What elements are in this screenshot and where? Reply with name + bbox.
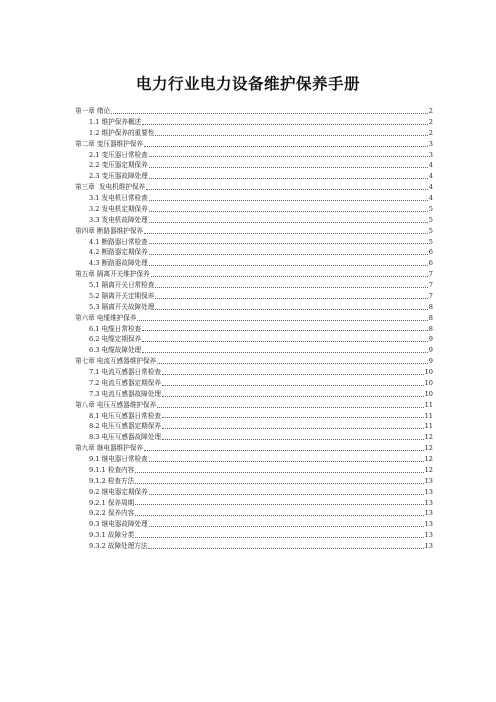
toc-section-entry[interactable]	[75, 454, 433, 465]
toc-page-number: 9	[428, 346, 433, 355]
toc-dot-leader	[142, 124, 428, 125]
toc-dot-leader	[149, 461, 424, 462]
toc-section-entry[interactable]	[75, 291, 433, 302]
toc-section-entry[interactable]	[75, 193, 433, 204]
toc-entry-text: 第六章 电缆维护保养	[75, 313, 137, 322]
toc-entry-text: 第九章 继电器维护保养	[75, 444, 144, 453]
toc-section-entry[interactable]	[75, 302, 433, 313]
toc-entry-text: 第二章 变压器维护保养	[75, 139, 144, 148]
toc-dot-leader	[135, 537, 423, 538]
toc-page-number: 10	[424, 368, 433, 376]
toc-dot-leader	[144, 450, 424, 451]
toc-entry-text: 8.2 电压互感器定期保养	[89, 422, 161, 431]
table-of-contents	[75, 106, 433, 552]
toc-page-number: 8	[428, 313, 433, 322]
toc-entry-text: 9.1.2 检查方法	[89, 476, 135, 485]
toc-page-number: 8	[428, 324, 433, 333]
document-title: 电力行业电力设备维护保养手册	[135, 75, 360, 93]
toc-entry-text: 第四章 断路器维护保养	[75, 226, 144, 235]
toc-entry-text: 9.1 继电器日常检查	[89, 455, 148, 463]
toc-dot-leader	[149, 211, 428, 212]
toc-page-number: 2	[428, 128, 433, 137]
toc-page-number: 12	[424, 465, 433, 474]
toc-section-entry[interactable]	[75, 324, 433, 335]
toc-entry-text: 3.2 发电机定期保养	[89, 204, 148, 213]
toc-page-number: 3	[428, 150, 433, 159]
toc-dot-leader	[155, 287, 427, 288]
toc-page-number: 9	[428, 335, 433, 344]
toc-page-number: 13	[424, 498, 433, 507]
toc-section-entry[interactable]	[75, 411, 433, 422]
toc-entry-text: 2.3 变压器故障处理	[89, 172, 148, 181]
toc-entry-text: 第七章 电流互感器维护保养	[75, 357, 157, 366]
toc-dot-leader	[162, 374, 424, 375]
toc-dot-leader	[155, 135, 427, 136]
toc-page-number: 12	[424, 444, 433, 453]
toc-section-entry[interactable]	[75, 541, 433, 552]
toc-page-number: 11	[424, 400, 433, 409]
toc-section-entry[interactable]	[75, 530, 433, 541]
toc-chapter-entry[interactable]	[75, 139, 433, 150]
toc-dot-leader	[162, 439, 424, 440]
toc-page-number: 8	[428, 302, 433, 311]
toc-section-entry[interactable]	[75, 215, 433, 226]
toc-entry-text: 4.2 断路器定期保养	[89, 248, 148, 257]
toc-page-number: 2	[428, 117, 433, 126]
toc-page-number: 12	[424, 455, 433, 463]
toc-page-number: 13	[424, 476, 433, 485]
toc-page-number: 6	[428, 248, 433, 257]
toc-section-entry[interactable]	[75, 204, 433, 215]
toc-dot-leader	[149, 167, 428, 168]
toc-dot-leader	[149, 526, 424, 527]
toc-entry-text: 7.3 电流互感器故障处理	[89, 389, 161, 398]
toc-page-number: 5	[428, 215, 433, 224]
toc-entry-text: 8.3 电压互感器故障处理	[89, 433, 161, 442]
toc-section-entry[interactable]	[75, 128, 433, 139]
toc-dot-leader	[149, 222, 428, 223]
toc-entry-text: 第三章 发电机维护保养	[75, 183, 146, 192]
toc-dot-leader	[135, 504, 423, 505]
toc-dot-leader	[157, 407, 423, 408]
toc-chapter-entry[interactable]	[75, 226, 433, 237]
toc-chapter-entry[interactable]	[75, 269, 433, 280]
toc-dot-leader	[162, 396, 424, 397]
toc-page-number: 2	[428, 107, 433, 115]
toc-dot-leader	[149, 178, 428, 179]
toc-dot-leader	[155, 309, 427, 310]
toc-section-entry[interactable]	[75, 476, 433, 487]
toc-dot-leader	[142, 341, 428, 342]
toc-section-entry[interactable]	[75, 334, 433, 345]
toc-dot-leader	[137, 320, 427, 321]
toc-dot-leader	[149, 254, 428, 255]
toc-entry-text: 1.1 维护保养概述	[89, 117, 142, 126]
toc-dot-leader	[135, 472, 423, 473]
toc-page-number: 4	[428, 161, 433, 170]
toc-dot-leader	[142, 330, 428, 331]
toc-section-entry[interactable]	[75, 171, 433, 182]
toc-entry-text: 5.1 隔离开关日常检查	[89, 281, 155, 289]
toc-chapter-entry[interactable]	[75, 356, 433, 367]
toc-entry-text: 3.3 发电机故障处理	[89, 215, 148, 224]
toc-dot-leader	[151, 276, 428, 277]
toc-page-number: 7	[428, 270, 433, 279]
toc-page-number: 5	[428, 226, 433, 235]
toc-dot-leader	[162, 385, 424, 386]
toc-page-number: 5	[428, 204, 433, 213]
toc-entry-text: 第五章 隔离开关维护保养	[75, 270, 150, 279]
toc-page-number: 13	[424, 487, 433, 496]
toc-page-number: 7	[428, 291, 433, 300]
toc-section-entry[interactable]	[75, 421, 433, 432]
toc-entry-text: 9.1.1 检查内容	[89, 465, 135, 474]
toc-entry-text: 7.1 电流互感器日常检查	[89, 368, 161, 376]
toc-entry-text: 9.2 继电器定期保养	[89, 487, 148, 496]
toc-section-entry[interactable]	[75, 160, 433, 171]
toc-entry-text: 2.2 变压器定期保养	[89, 161, 148, 170]
toc-dot-leader	[149, 156, 428, 157]
toc-entry-text: 9.3.2 故障处理方法	[89, 542, 148, 550]
toc-dot-leader	[149, 200, 428, 201]
toc-entry-text: 8.1 电压互感器日常检查	[89, 411, 161, 420]
toc-section-entry[interactable]	[75, 280, 433, 291]
toc-dot-leader	[149, 243, 428, 244]
toc-page-number: 13	[424, 520, 433, 529]
toc-page-number: 7	[428, 281, 433, 289]
toc-page-number: 10	[424, 378, 433, 387]
toc-chapter-entry[interactable]	[75, 106, 433, 117]
toc-entry-text: 第一章 绪论	[75, 107, 111, 115]
toc-chapter-entry[interactable]	[75, 313, 433, 324]
toc-dot-leader	[144, 146, 428, 147]
toc-section-entry[interactable]	[75, 465, 433, 476]
toc-section-entry[interactable]	[75, 150, 433, 161]
toc-section-entry[interactable]	[75, 117, 433, 128]
toc-dot-leader	[135, 483, 423, 484]
toc-entry-text: 6.2 电缆定期保养	[89, 335, 142, 344]
toc-entry-text: 9.3 继电器故障处理	[89, 520, 148, 529]
toc-entry-text: 9.2.2 保养内容	[89, 509, 135, 518]
toc-entry-text: 5.3 隔离开关故障处理	[89, 302, 155, 311]
toc-section-entry[interactable]	[75, 247, 433, 258]
toc-dot-leader	[155, 298, 427, 299]
toc-section-entry[interactable]	[75, 237, 433, 248]
toc-page-number: 13	[424, 509, 433, 518]
toc-page-number: 6	[428, 259, 433, 268]
toc-page-number: 12	[424, 433, 433, 442]
toc-dot-leader	[162, 417, 424, 418]
toc-page-number: 4	[428, 194, 433, 202]
toc-entry-text: 6.3 电缆故障处理	[89, 346, 142, 355]
toc-section-entry[interactable]	[75, 498, 433, 509]
toc-dot-leader	[149, 265, 428, 266]
toc-dot-leader	[148, 548, 423, 549]
toc-page-number: 4	[428, 172, 433, 181]
toc-dot-leader	[111, 113, 428, 114]
toc-dot-leader	[157, 363, 428, 364]
toc-dot-leader	[149, 494, 424, 495]
toc-section-entry[interactable]	[75, 487, 433, 498]
toc-section-entry[interactable]	[75, 378, 433, 389]
toc-dot-leader	[162, 428, 424, 429]
toc-dot-leader	[142, 352, 428, 353]
toc-dot-leader	[146, 189, 428, 190]
toc-dot-leader	[144, 233, 428, 234]
toc-page-number: 5	[428, 237, 433, 246]
toc-section-entry[interactable]	[75, 258, 433, 269]
toc-entry-text: 3.1 发电机日常检查	[89, 194, 148, 202]
toc-entry-text: 1.2 维护保养的重要性	[89, 128, 155, 137]
toc-page-number: 13	[424, 542, 433, 550]
toc-page-number: 3	[428, 139, 433, 148]
toc-chapter-entry[interactable]	[75, 182, 433, 193]
toc-section-entry[interactable]	[75, 389, 433, 400]
toc-page-number: 10	[424, 389, 433, 398]
toc-entry-text: 4.1 断路器日常检查	[89, 237, 148, 246]
toc-section-entry[interactable]	[75, 508, 433, 519]
toc-chapter-entry[interactable]	[75, 400, 433, 411]
toc-entry-text: 2.1 变压器日常检查	[89, 150, 148, 159]
toc-entry-text: 9.2.1 保养周期	[89, 498, 135, 507]
toc-page-number: 11	[424, 411, 433, 420]
toc-entry-text: 9.3.1 故障分类	[89, 531, 135, 540]
toc-section-entry[interactable]	[75, 367, 433, 378]
toc-entry-text: 第八章 电压互感器维护保养	[75, 400, 157, 409]
toc-chapter-entry[interactable]	[75, 443, 433, 454]
toc-section-entry[interactable]	[75, 519, 433, 530]
toc-section-entry[interactable]	[75, 345, 433, 356]
toc-entry-text: 7.2 电流互感器定期保养	[89, 378, 161, 387]
toc-entry-text: 5.2 隔离开关定期保养	[89, 291, 155, 300]
toc-page-number: 13	[424, 531, 433, 540]
toc-page-number: 11	[424, 422, 433, 431]
toc-section-entry[interactable]	[75, 432, 433, 443]
toc-entry-text: 6.1 电缆日常检查	[89, 324, 142, 333]
toc-page-number: 9	[428, 357, 433, 366]
toc-page-number: 4	[428, 183, 433, 192]
toc-dot-leader	[135, 515, 423, 516]
toc-entry-text: 4.3 断路器故障处理	[89, 259, 148, 268]
